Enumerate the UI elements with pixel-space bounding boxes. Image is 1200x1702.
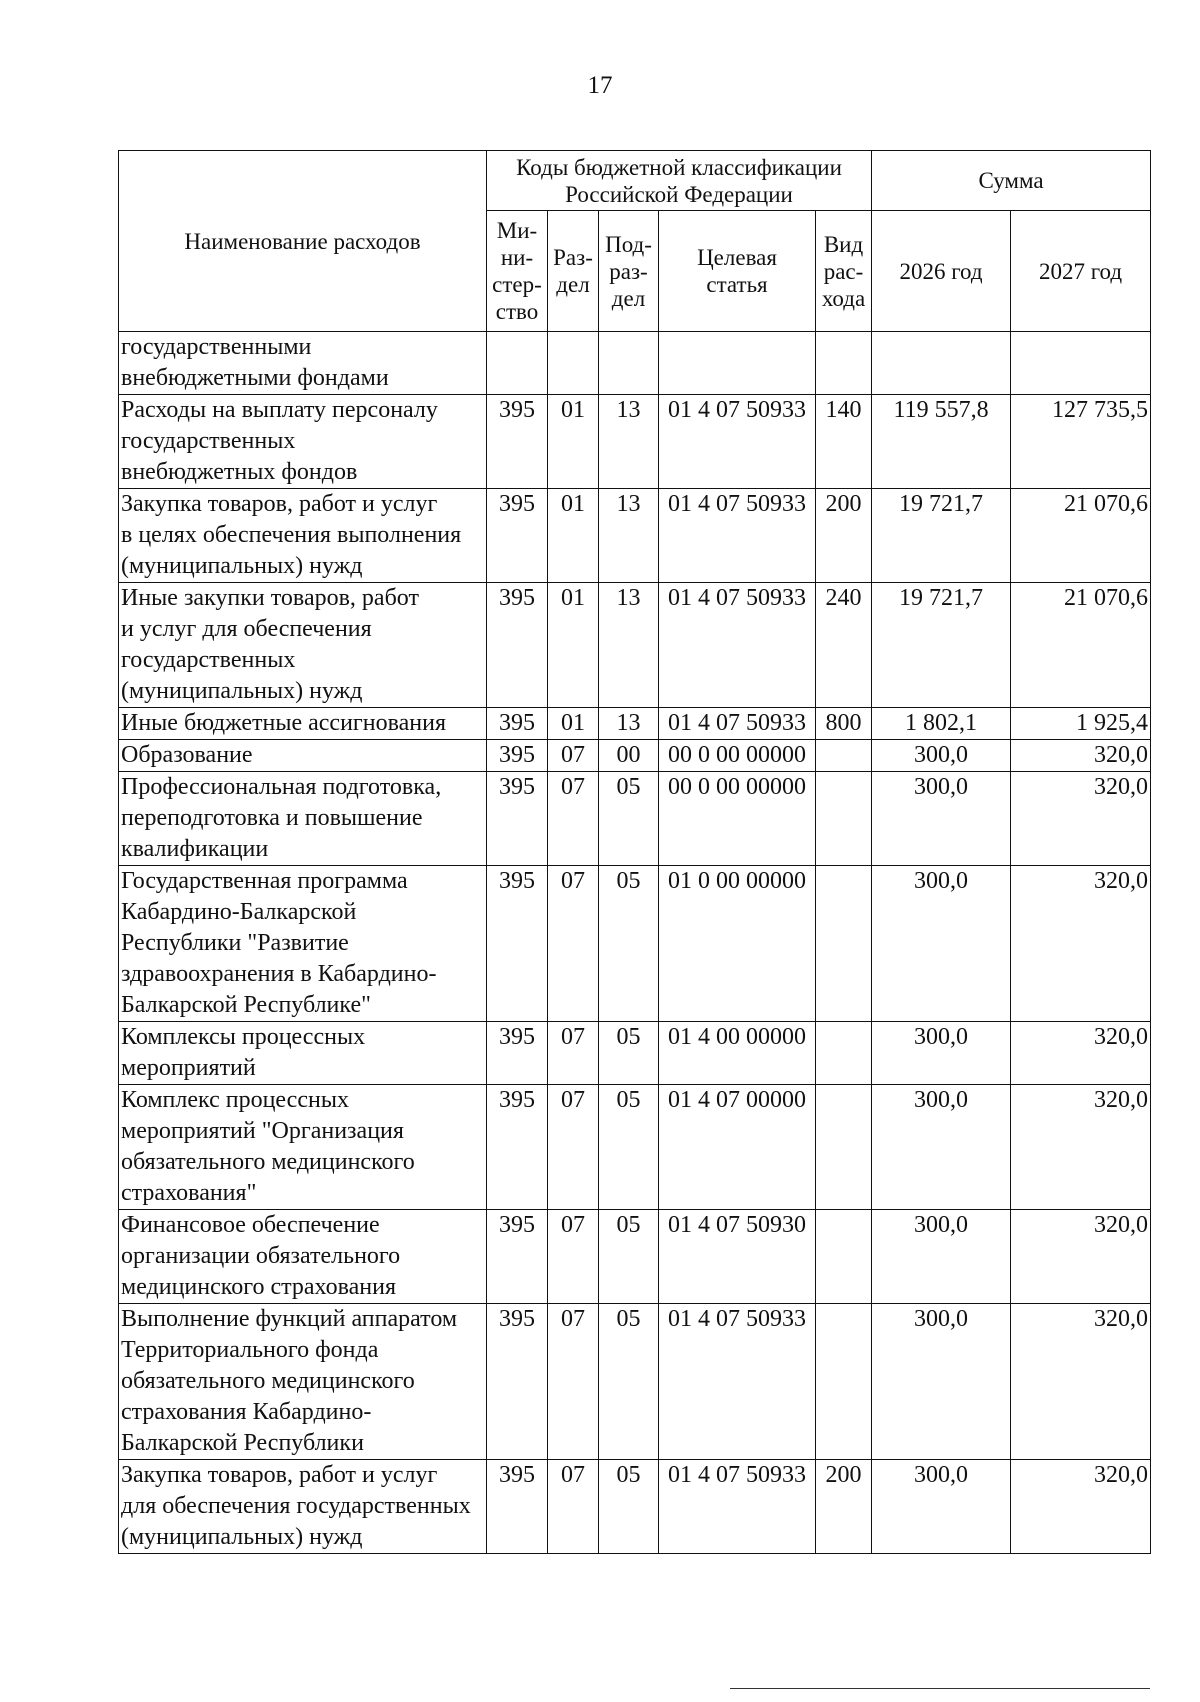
section-cell: 07 xyxy=(548,866,599,1022)
expense-type-cell xyxy=(816,1022,872,1085)
sum-2027-cell: 320,0 xyxy=(1011,1085,1151,1210)
sum-2027-cell: 320,0 xyxy=(1011,1210,1151,1304)
expense-type-cell: 140 xyxy=(816,395,872,489)
target-article-cell: 01 0 00 00000 xyxy=(659,866,816,1022)
ministry-cell: 395 xyxy=(487,708,548,740)
section-cell: 07 xyxy=(548,740,599,772)
subsection-cell: 05 xyxy=(599,1022,659,1085)
expense-name-line: переподготовка и повышение xyxy=(121,805,423,831)
section-cell: 07 xyxy=(548,1460,599,1554)
expense-type-cell: 800 xyxy=(816,708,872,740)
expense-name-line: Комплекс процессных xyxy=(121,1087,349,1113)
expense-name-line: Государственная программа xyxy=(121,868,408,894)
sum-2027-cell: 21 070,6 xyxy=(1011,489,1151,583)
expense-name-cell xyxy=(119,1085,487,1210)
target-article-cell: 01 4 07 50933 xyxy=(659,1304,816,1460)
header-expense-type: Вид рас- хода xyxy=(816,211,872,332)
header-sum-group: Сумма xyxy=(872,151,1151,211)
table-row xyxy=(119,1022,1151,1085)
expense-name-line: здравоохранения в Кабардино- xyxy=(121,961,437,987)
expense-type-cell: 200 xyxy=(816,1460,872,1554)
sum-2027-cell: 320,0 xyxy=(1011,1022,1151,1085)
table-row xyxy=(119,1304,1151,1460)
subsection-cell: 05 xyxy=(599,1304,659,1460)
expense-name-line: Иные закупки товаров, работ xyxy=(121,585,419,611)
header-year-2027: 2027 год xyxy=(1011,211,1151,332)
section-cell: 07 xyxy=(548,1210,599,1304)
sum-2027-cell: 21 070,6 xyxy=(1011,583,1151,708)
sum-2026-cell: 300,0 xyxy=(872,772,1011,866)
ministry-cell: 395 xyxy=(487,1460,548,1554)
ministry-cell: 395 xyxy=(487,395,548,489)
expense-type-cell xyxy=(816,772,872,866)
target-article-cell xyxy=(659,332,816,395)
expense-name-line: внебюджетных фондов xyxy=(121,459,358,485)
target-article-cell: 00 0 00 00000 xyxy=(659,740,816,772)
section-cell: 07 xyxy=(548,1304,599,1460)
target-article-cell: 01 4 07 50933 xyxy=(659,708,816,740)
ministry-cell: 395 xyxy=(487,1085,548,1210)
expense-name-line: внебюджетными фондами xyxy=(121,365,389,391)
header-name-column: Наименование расходов xyxy=(119,151,487,332)
budget-table xyxy=(118,150,1151,1554)
expense-name-line: страхования" xyxy=(121,1180,257,1206)
subsection-cell: 13 xyxy=(599,489,659,583)
sum-2027-cell: 320,0 xyxy=(1011,1304,1151,1460)
expense-name-line: и услуг для обеспечения xyxy=(121,616,372,642)
table-row xyxy=(119,489,1151,583)
table-body xyxy=(119,332,1151,1554)
expense-name-line: Расходы на выплату персоналу xyxy=(121,397,438,423)
target-article-cell: 01 4 07 50933 xyxy=(659,489,816,583)
expense-name-line: мероприятий xyxy=(121,1055,256,1081)
expense-name-cell xyxy=(119,395,487,489)
expense-name-line: медицинского страхования xyxy=(121,1274,397,1300)
expense-type-cell xyxy=(816,740,872,772)
sum-2027-cell: 320,0 xyxy=(1011,866,1151,1022)
footer-rule xyxy=(730,1688,1150,1689)
expense-type-cell xyxy=(816,1304,872,1460)
page-number: 17 xyxy=(587,72,613,99)
expense-name-cell xyxy=(119,1022,487,1085)
ministry-cell xyxy=(487,332,548,395)
expense-name-cell xyxy=(119,1210,487,1304)
ministry-cell: 395 xyxy=(487,583,548,708)
expense-name-cell xyxy=(119,772,487,866)
sum-2026-cell: 300,0 xyxy=(872,1085,1011,1210)
subsection-cell xyxy=(599,332,659,395)
expense-name-cell xyxy=(119,583,487,708)
expense-name-line: Территориального фонда xyxy=(121,1337,379,1363)
expense-name-line: обязательного медицинского xyxy=(121,1149,415,1175)
expense-type-cell xyxy=(816,332,872,395)
sum-2026-cell: 119 557,8 xyxy=(872,395,1011,489)
section-cell: 07 xyxy=(548,1085,599,1210)
sum-2026-cell: 300,0 xyxy=(872,1304,1011,1460)
sum-2026-cell: 300,0 xyxy=(872,866,1011,1022)
expense-type-cell: 240 xyxy=(816,583,872,708)
expense-name-line: квалификации xyxy=(121,836,269,862)
target-article-cell: 01 4 07 50933 xyxy=(659,395,816,489)
section-cell: 01 xyxy=(548,395,599,489)
sum-2027-cell xyxy=(1011,332,1151,395)
expense-name-line: Комплексы процессных xyxy=(121,1024,366,1050)
table-row xyxy=(119,1460,1151,1554)
target-article-cell: 00 0 00 00000 xyxy=(659,772,816,866)
expense-name-cell xyxy=(119,1460,487,1554)
expense-type-cell xyxy=(816,866,872,1022)
ministry-cell: 395 xyxy=(487,866,548,1022)
expense-name-line: Закупка товаров, работ и услуг xyxy=(121,491,438,517)
sum-2026-cell: 300,0 xyxy=(872,1022,1011,1085)
sum-2026-cell xyxy=(872,332,1011,395)
ministry-cell: 395 xyxy=(487,1022,548,1085)
header-section: Раз- дел xyxy=(548,211,599,332)
expense-name-line: Финансовое обеспечение xyxy=(121,1212,380,1238)
expense-name-line: в целях обеспечения выполнения xyxy=(121,522,462,548)
target-article-cell: 01 4 07 50930 xyxy=(659,1210,816,1304)
target-article-cell: 01 4 07 50933 xyxy=(659,583,816,708)
sum-2026-cell: 19 721,7 xyxy=(872,489,1011,583)
expense-name-line: страхования Кабардино- xyxy=(121,1399,372,1425)
section-cell: 07 xyxy=(548,1022,599,1085)
subsection-cell: 13 xyxy=(599,708,659,740)
section-cell: 07 xyxy=(548,772,599,866)
section-cell: 01 xyxy=(548,489,599,583)
header-target-article: Целевая статья xyxy=(659,211,816,332)
expense-name-line: государственных xyxy=(121,647,296,673)
subsection-cell: 00 xyxy=(599,740,659,772)
expense-name-line: мероприятий "Организация xyxy=(121,1118,404,1144)
expense-name-line: Республики "Развитие xyxy=(121,930,349,956)
target-article-cell: 01 4 00 00000 xyxy=(659,1022,816,1085)
expense-name-cell xyxy=(119,740,487,772)
expense-name-line: Балкарской Республики xyxy=(121,1430,364,1456)
header-subsection: Под- раз- дел xyxy=(599,211,659,332)
table-row xyxy=(119,395,1151,489)
table-row xyxy=(119,583,1151,708)
expense-name-line: Иные бюджетные ассигнования xyxy=(121,710,446,736)
subsection-cell: 05 xyxy=(599,1085,659,1210)
expense-name-line: Балкарской Республике" xyxy=(121,992,371,1018)
target-article-cell: 01 4 07 50933 xyxy=(659,1460,816,1554)
expense-name-line: Закупка товаров, работ и услуг xyxy=(121,1462,438,1488)
section-cell xyxy=(548,332,599,395)
expense-name-line: Выполнение функций аппаратом xyxy=(121,1306,458,1332)
subsection-cell: 13 xyxy=(599,395,659,489)
subsection-cell: 05 xyxy=(599,1210,659,1304)
expense-name-cell xyxy=(119,708,487,740)
sum-2026-cell: 19 721,7 xyxy=(872,583,1011,708)
expense-name-line: Профессиональная подготовка, xyxy=(121,774,442,800)
ministry-cell: 395 xyxy=(487,772,548,866)
sum-2027-cell: 1 925,4 xyxy=(1011,708,1151,740)
expense-name-line: государственными xyxy=(121,334,312,360)
sum-2027-cell: 320,0 xyxy=(1011,740,1151,772)
section-cell: 01 xyxy=(548,708,599,740)
ministry-cell: 395 xyxy=(487,489,548,583)
sum-2027-cell: 320,0 xyxy=(1011,772,1151,866)
expense-name-line: (муниципальных) нужд xyxy=(121,678,363,704)
expense-name-line: Кабардино-Балкарской xyxy=(121,899,357,925)
subsection-cell: 05 xyxy=(599,866,659,1022)
subsection-cell: 05 xyxy=(599,772,659,866)
header-year-2026: 2026 год xyxy=(872,211,1011,332)
sum-2027-cell: 127 735,5 xyxy=(1011,395,1151,489)
sum-2026-cell: 300,0 xyxy=(872,1210,1011,1304)
sum-2026-cell: 300,0 xyxy=(872,740,1011,772)
subsection-cell: 05 xyxy=(599,1460,659,1554)
expense-name-line: организации обязательного xyxy=(121,1243,401,1269)
header-ministry: Ми- ни- стер- ство xyxy=(487,211,548,332)
table-row xyxy=(119,866,1151,1022)
sum-2026-cell: 300,0 xyxy=(872,1460,1011,1554)
expense-name-line: Образование xyxy=(121,742,253,768)
ministry-cell: 395 xyxy=(487,1304,548,1460)
expense-name-line: государственных xyxy=(121,428,296,454)
expense-name-line: (муниципальных) нужд xyxy=(121,1524,363,1550)
expense-name-cell xyxy=(119,1304,487,1460)
expense-name-cell xyxy=(119,332,487,395)
expense-name-cell xyxy=(119,866,487,1022)
table-row xyxy=(119,1085,1151,1210)
table-row xyxy=(119,740,1151,772)
section-cell: 01 xyxy=(548,583,599,708)
header-codes-group: Коды бюджетной классификации Российской Федерации xyxy=(487,151,872,211)
expense-type-cell xyxy=(816,1085,872,1210)
sum-2026-cell: 1 802,1 xyxy=(872,708,1011,740)
expense-name-line: для обеспечения государственных xyxy=(121,1493,471,1519)
subsection-cell: 13 xyxy=(599,583,659,708)
expense-name-line: (муниципальных) нужд xyxy=(121,553,363,579)
table-row xyxy=(119,708,1151,740)
expense-name-line: обязательного медицинского xyxy=(121,1368,415,1394)
sum-2027-cell: 320,0 xyxy=(1011,1460,1151,1554)
ministry-cell: 395 xyxy=(487,740,548,772)
expense-name-cell xyxy=(119,489,487,583)
table-row xyxy=(119,1210,1151,1304)
ministry-cell: 395 xyxy=(487,1210,548,1304)
expense-type-cell xyxy=(816,1210,872,1304)
target-article-cell: 01 4 07 00000 xyxy=(659,1085,816,1210)
table-row xyxy=(119,332,1151,395)
expense-type-cell: 200 xyxy=(816,489,872,583)
table-row xyxy=(119,772,1151,866)
